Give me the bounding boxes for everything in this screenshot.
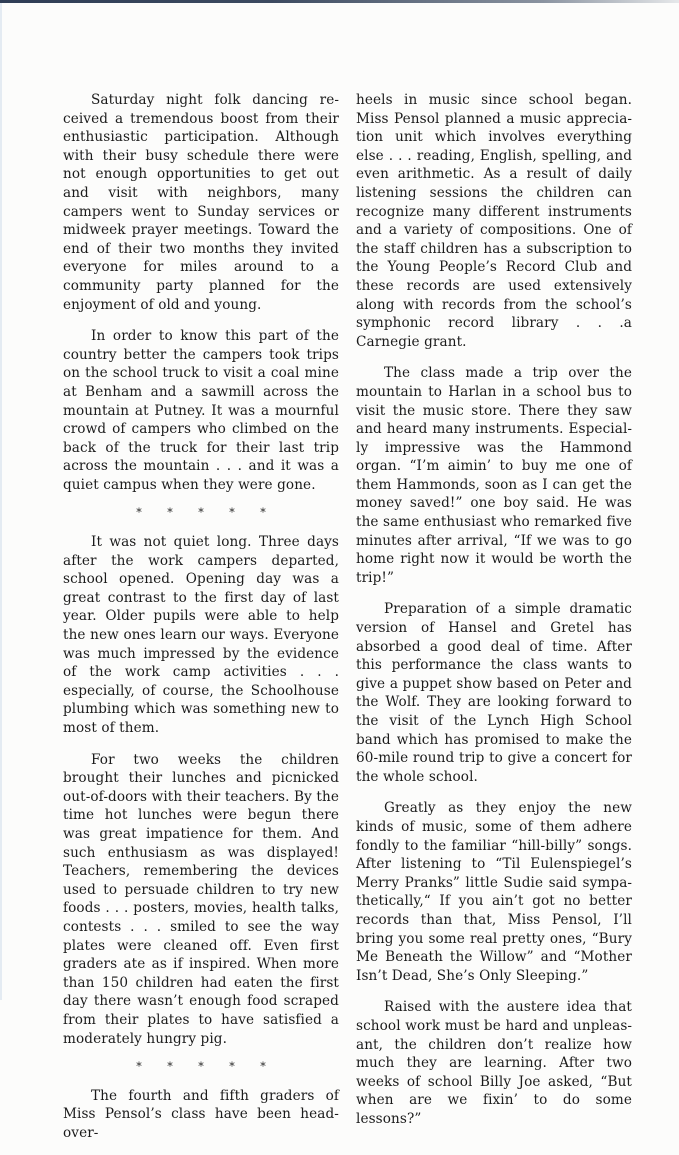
left-column [63, 91, 339, 1155]
paragraph-music-class-start: The fourth and fifth graders of Miss Pensol’s class have been head-over- [63, 1087, 339, 1141]
paragraph-hill-billy-songs: Greatly as they enjoy the new kinds of music, some of them adhere fondly to the familiar “hill-billy” songs. After listening to “Til Eulenspiegel’s Merry Pranks” little Sudie said sympathetically,“ If you ain’t got no better records than that, Miss Pensol, I’ll bring you some real pretty ones, “Bury Me Beneath the Willow” and “Mother Isn’t Dead, She’s Only Sleeping.” [356, 800, 632, 984]
paragraph-music-appreciation: heels in music since school began. Miss Pensol planned a music appreciation unit which involves everything else . . . reading, English, spelling, and even arithmetic. As a result of daily listening sessions the children can recognize many different instruments and a variety of compositions. One of the staff children has a subscription to the Young People’s Record Club and these records are used extensively along with records from the school’s symphonic record library . . .a Carnegie grant. [356, 92, 632, 350]
section-separator: * * * * * [136, 1060, 277, 1074]
right-column [356, 91, 632, 1141]
paragraph-school-opened: It was not quiet long. Three days after the work campers departed, school opened. Opening day was a great contrast to the first day of last year. Older pupils were able to help the new ones learn our ways. Everyone was much impressed by the evidence of the work camp activities . . . especially, of course, the Schoolhouse plumbing which was something new to most of them. [63, 534, 339, 736]
paragraph-campers-trips: In order to know this part of the country better the campers took trips on the school truck to visit a coal mine at Benham and a sawmill across the mountain at Putney. It was a mournful crowd of campers who climbed on the back of the truck for their last trip across the mountain . . . and it was a quiet campus when they were gone. [63, 328, 339, 493]
section-separator: * * * * * [136, 506, 277, 520]
paragraph-lessons: Raised with the austere idea that school work must be hard and unpleasant, the children don’t realize how much they are learning. After two weeks of school Billy Joe asked, “But when are we fixin’ to do some lessons?” [356, 999, 632, 1127]
paragraph-harlan-trip: The class made a trip over the mountain to Harlan in a school bus to visit the music store. There they saw and heard many instruments. Especially impressive was the Hammond organ. “I’m aimin’ to buy me one of them Hammonds, soon as I can get the money saved!” one boy said. He was the same enthusiast who remarked five minutes after arrival, “If we was to go home right now it would be worth the trip!” [356, 365, 632, 586]
paragraph-hansel-gretel: Preparation of a simple dramatic version of Hansel and Gretel has absorbed a good deal of time. After this performance the class wants to give a puppet show based on Peter and the Wolf. They are looking forward to the visit of the Lynch High School band which has promised to make the 60-mile round trip to give a concert for the whole school. [356, 601, 632, 785]
scan-left-edge [0, 3, 2, 1000]
paragraph-folk-dancing: Saturday night folk dancing received a tremendous boost from their enthusiastic participation. Although with their busy schedule there were not enough opportunities to get out and visit with neighbors, many campers went to Sunday services or midweek prayer meetings. Toward the end of their two months they invited everyone for miles around to a community party planned for the enjoyment of old and young. [63, 92, 339, 313]
scan-top-edge [0, 0, 679, 3]
paragraph-hot-lunches: For two weeks the children brought their lunches and picnicked out-of-doors with their teachers. By the time hot lunches were begun there was great impatience for them. And such enthusiasm as was displayed! Teachers, remembering the devices used to persuade children to try new foods . . . posters, movies, health talks, contests . . . smiled to see the way plates were cleaned off. Even first graders ate as if inspired. When more than 150 children had eaten the first day there wasn’t enough food scraped from their plates to have satisfied a moderately hungry pig. [63, 751, 339, 1047]
